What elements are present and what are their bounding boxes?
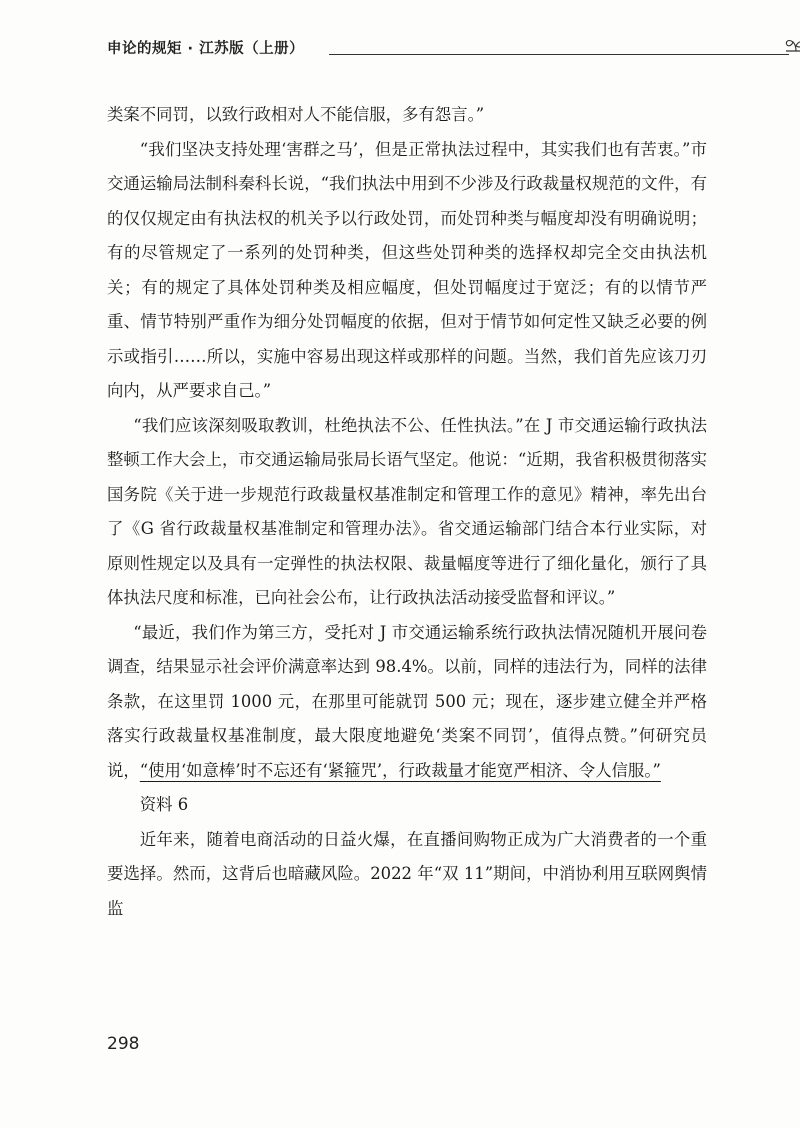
paragraph-zhang-statement: “我们应该深刻吸取教训，杜绝执法不公、任性执法。”在 J 市交通运输行政执法整顿工作大会上，市交通运输局张局长语气坚定。他说：“近期，我省积极贯彻落实国务院《关于进一步规范行政裁量权基准制定和管理工作的意见》精神，率先出台了《G 省行政裁量权基准制定和管理办法》。省交通运输部门结合本行业实际，对原则性规定以及具有一定弹性的执法权限、裁量幅度等进行了细化量化，颁行了具体执法尺度和标准，已向社会公布，让行政执法活动接受监督和评议。” bbox=[107, 415, 707, 607]
section-label: 资料 6 bbox=[139, 795, 189, 814]
paragraph-he-statement bbox=[107, 616, 707, 789]
page-number: 298 bbox=[107, 1034, 140, 1054]
running-header bbox=[107, 37, 707, 61]
paragraph-continuation: 类案不同罚，以致行政相对人不能信服，多有怨言。” bbox=[107, 105, 485, 124]
he-statement-text: “最近，我们作为第三方，受托对 J 市交通运输系统行政执法情况随机开展问卷调查，结果显示社会评价满意率达到 98.4%。以前，同样的违法行为，同样的法律条款，在这里罚 1000 元，在那里可能就罚 500 元；现在，逐步建立健全并严格落实行政裁量权基准制度，最大限度地避免‘类案不同罚’，值得点赞。”何研究员说， bbox=[107, 622, 707, 780]
sprout-icon bbox=[783, 37, 800, 57]
header-title: 申论的规矩 · 江苏版（上册） bbox=[107, 41, 305, 57]
header-rule bbox=[329, 54, 789, 55]
body-text bbox=[107, 98, 707, 926]
underlined-quote: “使用‘如意棒’时不忘还有‘紧箍咒’，行政裁量才能宽严相济、令人信服。” bbox=[139, 760, 661, 780]
paragraph-material-6: 近年来，随着电商活动的日益火爆，在直播间购物正成为广大消费者的一个重要选择。然而，这背后也暗藏风险。2022 年“双 11”期间，中消协利用互联网舆情监 bbox=[107, 829, 707, 918]
paragraph-qin-statement: “我们坚决支持处理‘害群之马’，但是正常执法过程中，其实我们也有苦衷。”市交通运输局法制科秦科长说，“我们执法中用到不少涉及行政裁量权规范的文件，有的仅仅规定由有执法权的机关予以行政处罚，而处罚种类与幅度却没有明确说明；有的尽管规定了一系列的处罚种类，但这些处罚种类的选择权却完全交由执法机关；有的规定了具体处罚种类及相应幅度，但处罚幅度过于宽泛；有的以情节严重、情节特别严重作为细分处罚幅度的依据，但对于情节如何定性又缺乏必要的例示或指引……所以，实施中容易出现这样或那样的问题。当然，我们首先应该刀刃向内，从严要求自己。” bbox=[107, 139, 707, 400]
